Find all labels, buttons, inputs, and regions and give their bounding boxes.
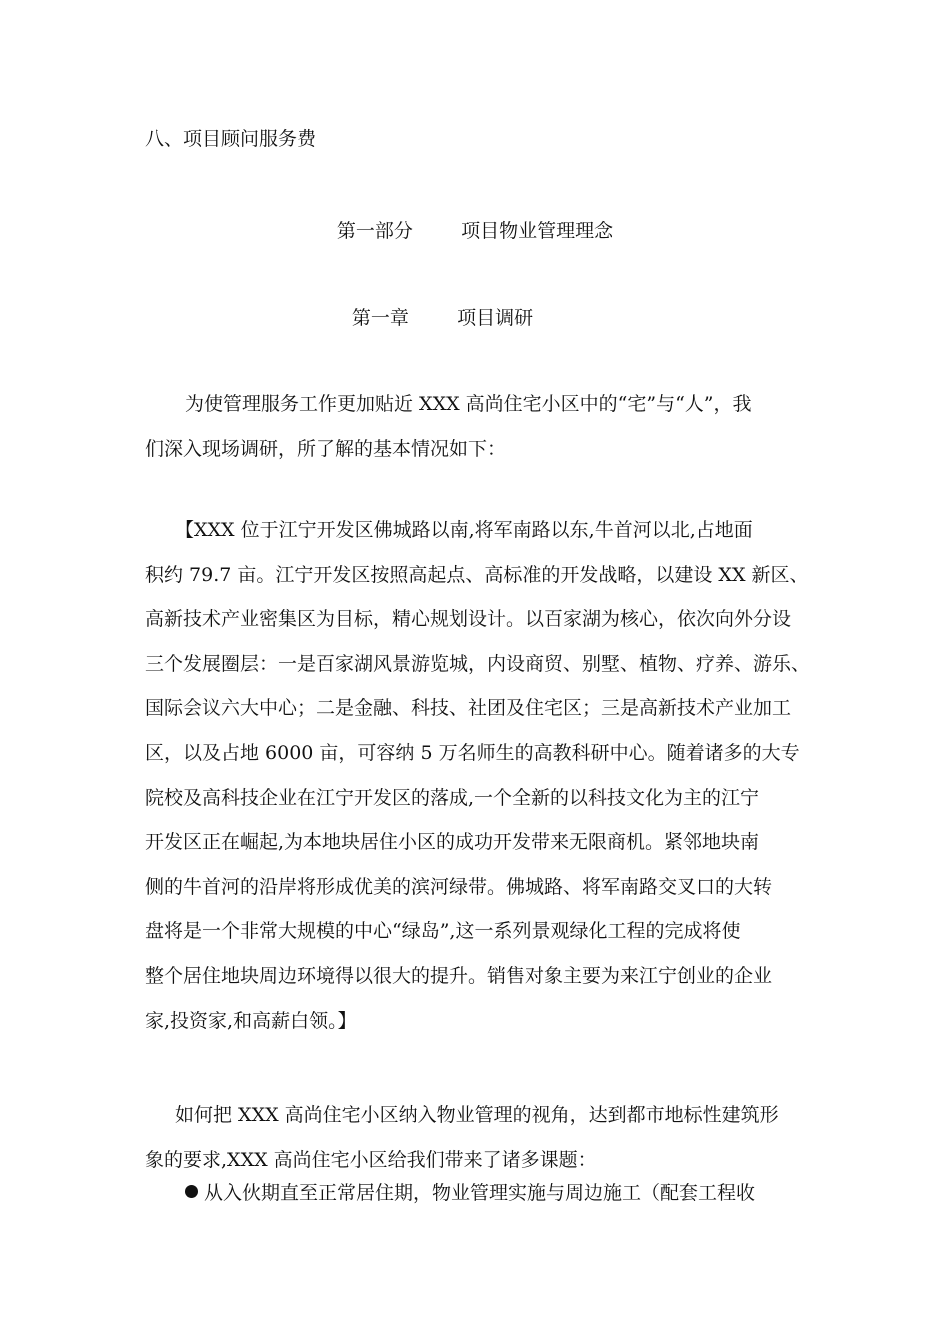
- paragraph-line: 们深入现场调研，所了解的基本情况如下：: [145, 437, 507, 460]
- part-title: 第一部分 项目物业管理理念: [336, 220, 614, 242]
- paragraph-line: 开发区正在崛起,为本地块居住小区的成功开发带来无限商机。紧邻地块南: [145, 831, 760, 854]
- paragraph-line: 院校及高科技企业在江宁开发区的落成,一个全新的以科技文化为主的江宁: [145, 786, 760, 809]
- paragraph-line: 象的要求,XXX 高尚住宅小区给我们带来了诸多课题：: [145, 1148, 597, 1171]
- paragraph-line: 【XXX 位于江宁开发区佛城路以南,将军南路以东,牛首河以北,占地面: [175, 519, 753, 541]
- paragraph-line: 整个居住地块周边环境得以很大的提升。销售对象主要为来江宁创业的企业: [145, 964, 773, 987]
- paragraph-line: 盘将是一个非常大规模的中心“绿岛”,这一系列景观绿化工程的完成将使: [145, 920, 741, 943]
- paragraph-line: 侧的牛首河的沿岸将形成优美的滨河绿带。佛城路、将军南路交叉口的大转: [145, 875, 773, 898]
- paragraph-line: 为使管理服务工作更加贴近 XXX 高尚住宅小区中的“宅”与“人”，我: [185, 393, 752, 415]
- paragraph-line: 国际会议六大中心；二是金融、科技、社团及住宅区；三是高新技术产业加工: [145, 697, 792, 720]
- paragraph-line: 家,投资家,和高薪白领。】: [145, 1009, 357, 1032]
- bullet-list-item: [185, 1180, 755, 1206]
- bullet-item-text: 从入伙期直至正常居住期，物业管理实施与周边施工（配套工程收: [204, 1182, 756, 1204]
- paragraph-line: 积约 79.7 亩。江宁开发区按照高起点、高标准的开发战略，以建设 XX 新区、: [145, 563, 809, 586]
- paragraph-line: 高新技术产业密集区为目标，精心规划设计。以百家湖为核心，依次向外分设: [145, 608, 792, 631]
- bullet-dot-icon: [185, 1185, 198, 1198]
- site-description-paragraph: [145, 508, 810, 1043]
- section-heading: 八、项目顾问服务费: [145, 128, 317, 150]
- paragraph-line: 区，以及占地 6000 亩，可容纳 5 万名师生的高教科研中心。随着诸多的大专: [145, 741, 800, 764]
- question-paragraph: [145, 1093, 810, 1182]
- paragraph-line: 如何把 XXX 高尚住宅小区纳入物业管理的视角，达到都市地标性建筑形: [175, 1104, 779, 1126]
- intro-paragraph: [145, 382, 810, 471]
- chapter-title: 第一章 项目调研: [351, 307, 534, 329]
- paragraph-line: 三个发展圈层：一是百家湖风景游览城，内设商贸、别墅、植物、疗养、游乐、: [145, 652, 811, 675]
